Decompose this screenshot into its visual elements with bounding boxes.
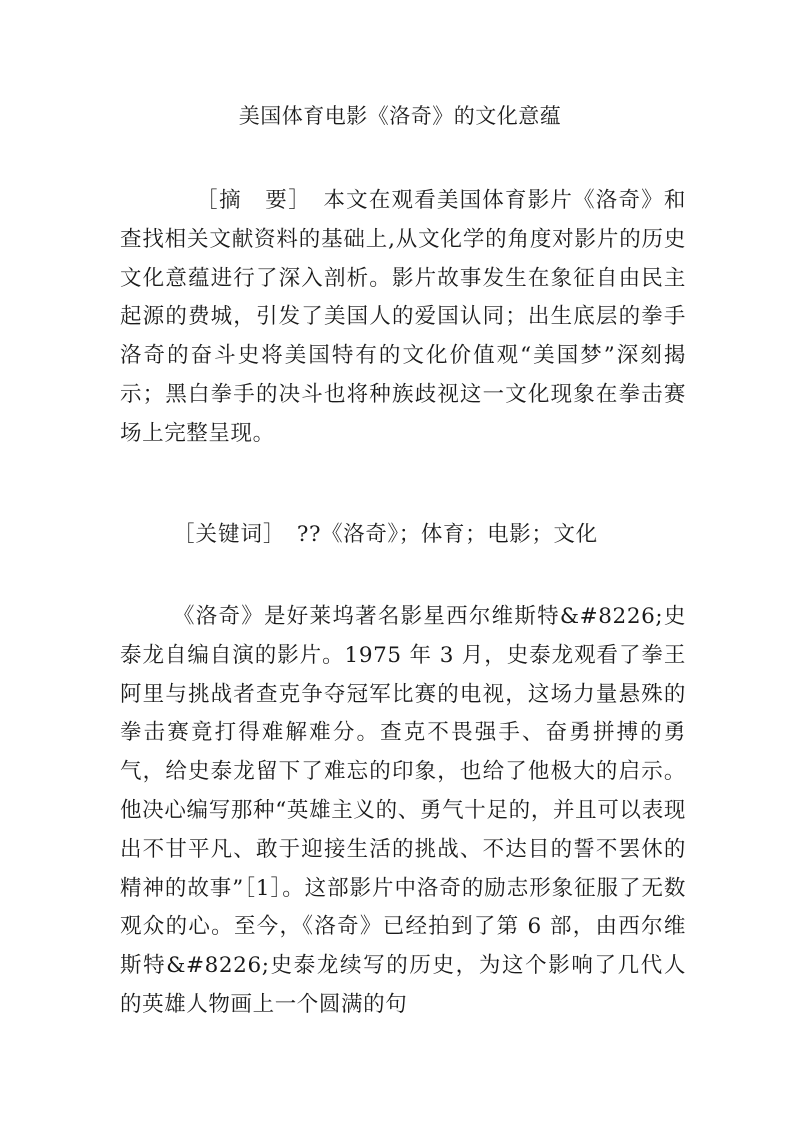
- keywords-label: ［关键词］: [173, 522, 275, 547]
- body-paragraph: 《洛奇》是好莱坞著名影星西尔维斯特&#8226;史泰龙自编自演的影片。1975 年 3 月，史泰龙观看了拳王阿里与挑战者查克争夺冠军比赛的电视，这场力量悬殊的拳击赛竟打得难解难分。查克不畏强手、奋勇拼搏的勇气，给史泰龙留下了难忘的印象，也给了他极大的启示。他决心编写那种“英雄主义的、勇气十足的，并且可以表现出不甘平凡、敢于迎接生活的挑战、不达目的誓不罢休的精神的故事”［1］。这部影片中洛奇的励志形象征服了无数观众的心。至今，《洛奇》已经拍到了第 6 部，由西尔维斯特&#8226;史泰龙续写的历史，为这个影响了几代人的英雄人物画上一个圆满的句: [120, 604, 686, 1017]
- keywords-text: ??《洛奇》；体育；电影；文化: [296, 522, 598, 547]
- keywords-paragraph: [120, 516, 686, 555]
- abstract-paragraph: [120, 182, 686, 454]
- document-title: 美国体育电影《洛奇》的文化意蕴: [238, 104, 562, 128]
- abstract-label: ［摘 要］: [196, 188, 301, 213]
- abstract-text: 本文在观看美国体育影片《洛奇》和查找相关文献资料的基础上,从文化学的角度对影片的历史文化意蕴进行了深入剖析。影片故事发生在象征自由民主起源的费城，引发了美国人的爱国认同；出生底层的拳手洛奇的奋斗史将美国特有的文化价值观“美国梦”深刻揭示；黑白拳手的决斗也将种族歧视这一文化现象在拳击赛场上完整呈现。: [120, 188, 686, 446]
